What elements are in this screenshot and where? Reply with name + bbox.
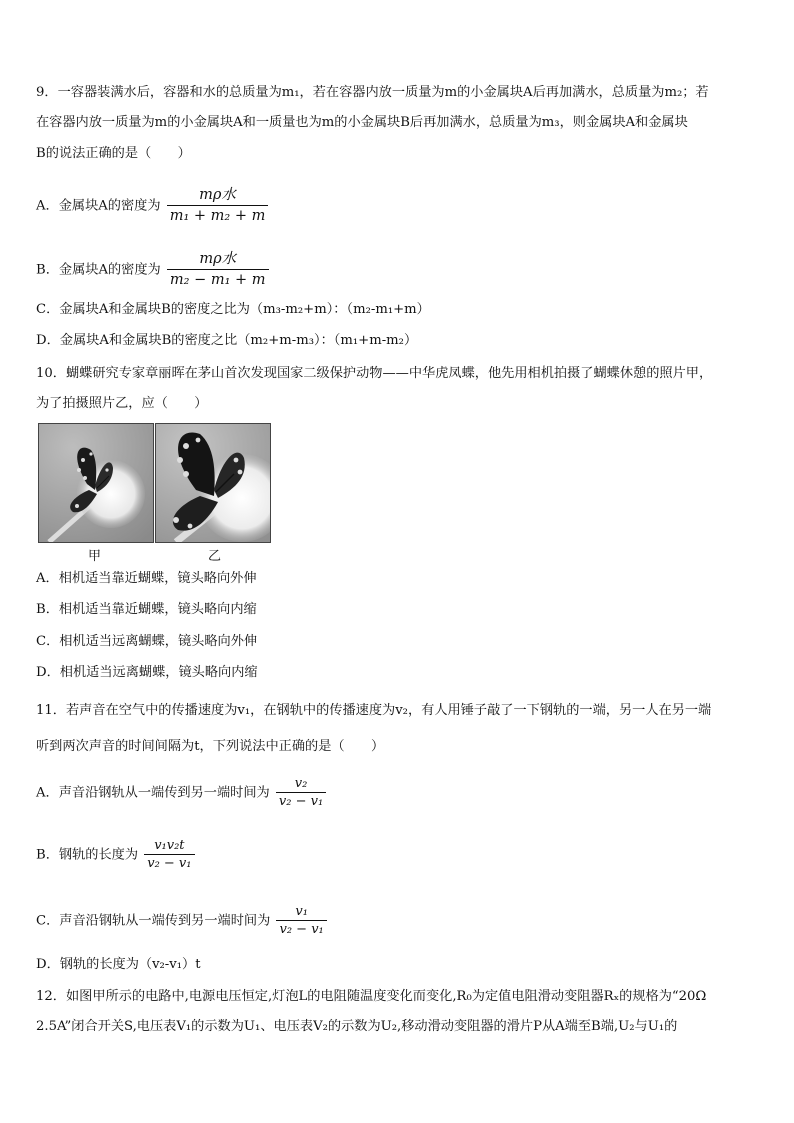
q11-option-a-numerator: v₂ bbox=[294, 776, 308, 791]
q11-option-c-text: C．声音沿钢轨从一端传到另一端时间为 bbox=[36, 913, 271, 929]
q9-option-a-fraction bbox=[167, 186, 269, 226]
photo-caption-jia: 甲 bbox=[88, 549, 102, 564]
q10-line2: 为了拍摄照片乙，应（ ） bbox=[36, 396, 208, 411]
q10-option-b[interactable]: B．相机适当靠近蝴蝶，镜头略向内缩 bbox=[36, 602, 257, 617]
q9-option-b-denominator: m₂ − m₁ + m bbox=[167, 269, 269, 290]
q9-option-b-fraction bbox=[167, 250, 269, 290]
q11-option-b-denominator: v₂ − v₁ bbox=[144, 854, 194, 872]
photo-caption-yi: 乙 bbox=[208, 549, 222, 564]
q9-line2: 在容器内放一质量为m的小金属块A和一质量也为m的小金属块B后再加满水，总质量为m₃，则金属块A和金属块 bbox=[36, 115, 688, 130]
q11-option-a-text: A．声音沿钢轨从一端传到另一端时间为 bbox=[36, 785, 270, 801]
q11-option-b-text: B．钢轨的长度为 bbox=[36, 847, 139, 863]
butterfly-photo-jia bbox=[38, 423, 154, 543]
q11-option-b[interactable] bbox=[36, 838, 760, 872]
q9-option-b-numerator: mρ水 bbox=[199, 251, 237, 267]
q11-line1: 11．若声音在空气中的传播速度为v₁，在钢轨中的传播速度为v₂，有人用锤子敲了一下钢轨的一端，另一人在另一端 bbox=[36, 703, 712, 718]
q12-line1: 12．如图甲所示的电路中,电源电压恒定,灯泡L的电阻随温度变化而变化,R₀为定值电阻滑动变阻器Rₓ的规格为“20Ω bbox=[36, 989, 707, 1004]
q9-line1: 9．一容器装满水后，容器和水的总质量为m₁，若在容器内放一质量为m的小金属块A后再加满水，总质量为m₂；若 bbox=[36, 85, 709, 100]
q9-option-c[interactable]: C．金属块A和金属块B的密度之比为（m₃-m₂+m）：（m₂-m₁+m） bbox=[36, 302, 430, 317]
q11-line2: 听到两次声音的时间间隔为t，下列说法中正确的是（ ） bbox=[36, 739, 385, 754]
butterfly-photo-yi bbox=[155, 423, 271, 543]
q10-line1: 10．蝴蝶研究专家章丽晖在茅山首次发现国家二级保护动物——中华虎凤蝶，他先用相机拍摄了蝴蝶休憩的照片甲， bbox=[36, 366, 713, 381]
q9-option-d[interactable]: D．金属块A和金属块B的密度之比（m₂+m-m₃）：（m₁+m-m₂） bbox=[36, 333, 418, 348]
q11-option-b-numerator: v₁v₂t bbox=[154, 838, 185, 853]
q11-option-a[interactable] bbox=[36, 776, 760, 810]
q9-option-a[interactable] bbox=[36, 186, 760, 226]
q11-option-a-denominator: v₂ − v₁ bbox=[276, 792, 326, 810]
q9-line3: B的说法正确的是（ ） bbox=[36, 146, 191, 161]
q9-option-b[interactable] bbox=[36, 250, 760, 290]
q11-option-d[interactable]: D．钢轨的长度为（v₂-v₁）t bbox=[36, 957, 201, 972]
q11-option-c-numerator: v₁ bbox=[295, 904, 308, 919]
q11-option-b-fraction bbox=[144, 838, 194, 872]
q9-option-a-text: A．金属块A的密度为 bbox=[36, 198, 161, 214]
q11-option-c-fraction bbox=[276, 904, 326, 938]
q10-option-d[interactable]: D．相机适当远离蝴蝶，镜头略向内缩 bbox=[36, 665, 258, 680]
q9-option-a-denominator: m₁ + m₂ + m bbox=[167, 205, 269, 226]
q11-option-a-fraction bbox=[276, 776, 326, 810]
q11-option-c[interactable] bbox=[36, 904, 760, 938]
q10-option-c[interactable]: C．相机适当远离蝴蝶，镜头略向外伸 bbox=[36, 634, 258, 649]
q11-option-c-denominator: v₂ − v₁ bbox=[276, 920, 326, 938]
q10-option-a[interactable]: A．相机适当靠近蝴蝶，镜头略向外伸 bbox=[36, 571, 257, 586]
q9-option-b-text: B．金属块A的密度为 bbox=[36, 262, 161, 278]
q12-line2: 2.5A”闭合开关S,电压表V₁的示数为U₁、电压表V₂的示数为U₂,移动滑动变阻器的滑片P从A端至B端,U₂与U₁的 bbox=[36, 1019, 678, 1034]
q9-option-a-numerator: mρ水 bbox=[199, 187, 236, 203]
